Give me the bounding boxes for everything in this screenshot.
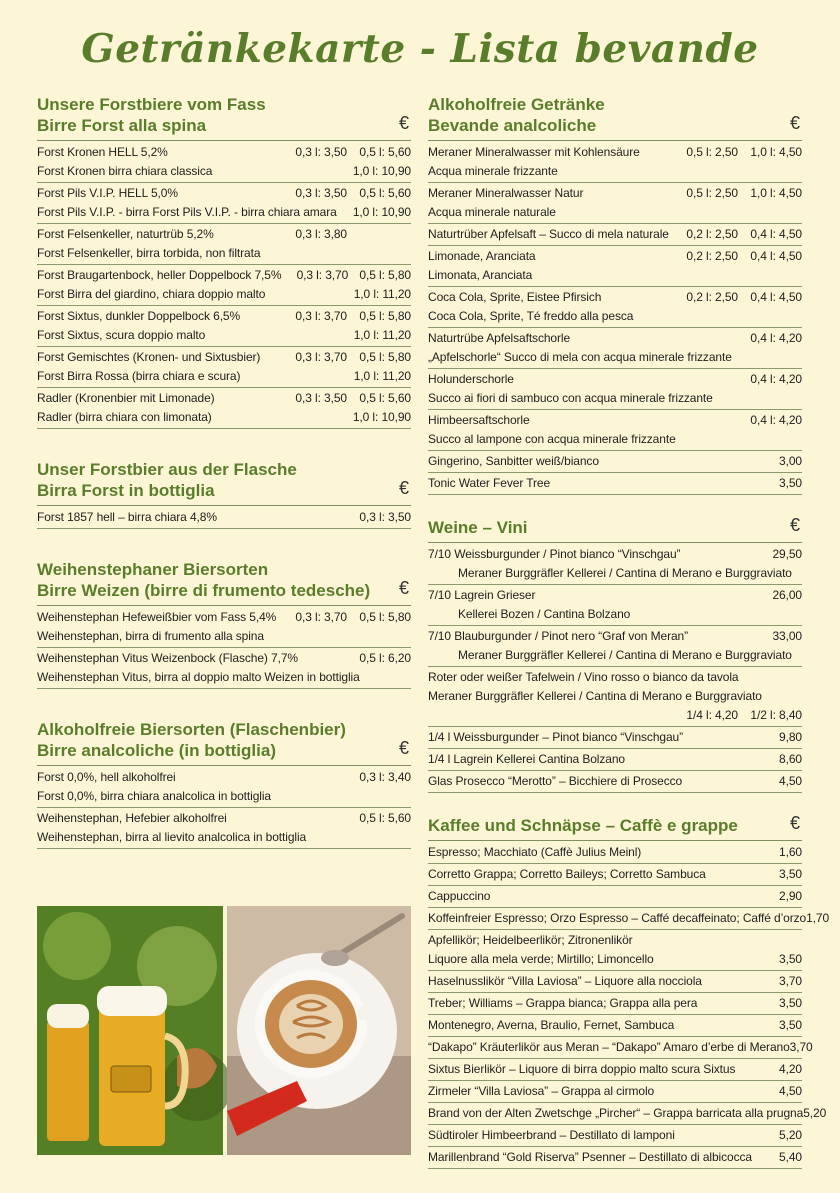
menu-item xyxy=(428,908,830,930)
section-title xyxy=(428,815,802,836)
menu-item-line xyxy=(37,408,411,427)
menu-item xyxy=(37,224,411,265)
price-small: 0,3 l: 3,70 xyxy=(295,610,347,624)
menu-item-line xyxy=(37,389,411,408)
euro-symbol: € xyxy=(789,813,800,833)
price-small: 0,3 l: 3,50 xyxy=(295,391,347,405)
menu-item xyxy=(37,388,411,429)
price-small: 0,3 l: 3,70 xyxy=(296,268,349,282)
menu-item xyxy=(428,1059,802,1081)
section-title-line: Alkoholfreie Getränke xyxy=(428,95,605,114)
menu-item-line xyxy=(37,649,411,668)
item-name: Haselnusslikör “Villa Laviosa” – Liquore alla nocciola xyxy=(428,974,702,988)
menu-item xyxy=(37,808,411,849)
section-header xyxy=(37,459,411,506)
section-title-line: Kaffee und Schnäpse – Caffè e grappe xyxy=(428,816,738,835)
price-large: 0,5 l: 5,80 xyxy=(359,350,411,364)
section-header xyxy=(37,94,411,141)
menu-item xyxy=(428,1147,802,1169)
menu-item-line xyxy=(428,564,802,583)
menu-item xyxy=(428,1081,802,1103)
menu-item-line xyxy=(37,225,411,244)
price-large: 1,0 l: 10,90 xyxy=(352,164,411,178)
item-name: Forst Sixtus, scura doppio malto xyxy=(37,328,206,342)
menu-item xyxy=(428,544,802,585)
price-small: 0,3 l: 3,70 xyxy=(295,350,347,364)
price-small: 0,2 l: 2,50 xyxy=(686,227,738,241)
menu-item-line xyxy=(37,285,411,304)
menu-item xyxy=(428,1125,802,1147)
item-name: Weihenstephan, birra al lievito analcolica in bottiglia xyxy=(37,830,307,844)
item-name: Meraner Burggräfler Kellerei / Cantina di Merano e Burggraviato xyxy=(458,648,792,662)
menu-item xyxy=(37,648,411,689)
item-name: Naturtrübe Apfelsaftschorle xyxy=(428,331,571,345)
item-name: Marillenbrand “Gold Riserva” Psenner – Destillato di albicocca xyxy=(428,1150,752,1164)
item-name: Espresso; Macchiato (Caffè Julius Meinl) xyxy=(428,845,642,859)
price-large: 0,5 l: 5,80 xyxy=(359,610,411,624)
item-name: Zirmeler “Villa Laviosa” – Grappa al cirmolo xyxy=(428,1084,655,1098)
menu-item xyxy=(37,507,411,529)
price: 3,70 xyxy=(779,974,802,988)
price: 4,50 xyxy=(779,1084,802,1098)
menu-item-line xyxy=(428,288,802,307)
menu-item xyxy=(428,246,802,287)
section-title-line: Bevande analcoliche xyxy=(428,116,597,135)
menu-item-line xyxy=(428,184,802,203)
menu-item-line xyxy=(428,389,802,408)
section-title-line: Birre Weizen (birre di frumento tedesche) xyxy=(37,581,371,600)
item-name: Radler (birra chiara con limonata) xyxy=(37,410,212,424)
price-large: 0,4 l: 4,50 xyxy=(750,227,802,241)
section-title-line: Weihenstephaner Biersorten xyxy=(37,560,269,579)
item-name: Apfellikör; Heidelbeerlikör; Zitronenlikör xyxy=(428,933,633,947)
menu-item xyxy=(428,585,802,626)
menu-section xyxy=(37,719,411,849)
menu-item-line xyxy=(428,909,830,928)
menu-item-line xyxy=(428,1038,813,1057)
item-name: Sixtus Bierlikör – Liquore di birra doppio malto scura Sixtus xyxy=(428,1062,736,1076)
price-small: 0,5 l: 2,50 xyxy=(686,186,738,200)
menu-item-line xyxy=(428,203,802,222)
item-name: Naturtrüber Apfelsaft – Succo di mela naturale xyxy=(428,227,669,241)
menu-item-line xyxy=(37,608,411,627)
menu-item xyxy=(428,626,802,667)
item-name: Corretto Grappa; Corretto Baileys; Corretto Sambuca xyxy=(428,867,706,881)
price: 9,80 xyxy=(779,730,802,744)
photo-strip xyxy=(37,906,411,1155)
menu-item-line xyxy=(428,586,802,605)
item-name: Forst Felsenkeller, naturtrüb 5,2% xyxy=(37,227,214,241)
item-name: Forst Kronen birra chiara classica xyxy=(37,164,213,178)
item-name: 7/10 Weissburgunder / Pinot bianco “Vinschgau” xyxy=(428,547,681,561)
menu-item-line xyxy=(428,843,802,862)
item-name: Cappuccino xyxy=(428,889,491,903)
item-name: Forst Birra del giardino, chiara doppio malto xyxy=(37,287,266,301)
price-large: 0,4 l: 4,50 xyxy=(750,249,802,263)
menu-item xyxy=(428,183,802,224)
item-name: Gingerino, Sanbitter weiß/bianco xyxy=(428,454,599,468)
section-header xyxy=(37,559,411,606)
section-title-line: Birra Forst in bottiglia xyxy=(37,481,215,500)
menu-item-line xyxy=(37,348,411,367)
menu-item xyxy=(37,767,411,808)
section-title-line: Unser Forstbier aus der Flasche xyxy=(37,460,297,479)
item-name: Brand von der Alten Zwetschge „Pircher“ – Grappa barricata alla prugna xyxy=(428,1106,804,1120)
price-large: 1,0 l: 11,20 xyxy=(353,287,411,301)
menu-item-line xyxy=(428,545,802,564)
cappuccino-photo xyxy=(227,906,411,1155)
section-header xyxy=(428,815,802,841)
price-large: 0,5 l: 5,80 xyxy=(359,309,411,323)
price-large: 0,4 l: 4,50 xyxy=(750,290,802,304)
menu-item-line xyxy=(37,143,411,162)
euro-symbol: € xyxy=(789,113,800,133)
price: 1,60 xyxy=(779,845,802,859)
price-large: 1/2 l: 8,40 xyxy=(750,708,802,722)
menu-item xyxy=(428,886,802,908)
section-title-line: Unsere Forstbiere vom Fass xyxy=(37,95,266,114)
menu-item-line xyxy=(428,931,802,950)
menu-item-line xyxy=(428,627,802,646)
menu-item xyxy=(428,1103,827,1125)
menu-item-line xyxy=(428,865,802,884)
menu-item xyxy=(428,971,802,993)
price: 4,50 xyxy=(779,774,802,788)
right-column xyxy=(428,94,830,1193)
item-name: 7/10 Blauburgunder / Pinot nero “Graf von Meran” xyxy=(428,629,689,643)
price-small: 0,3 l: 3,50 xyxy=(295,145,347,159)
item-name: Tonic Water Fever Tree xyxy=(428,476,551,490)
menu-item-line xyxy=(37,828,411,847)
item-name: Forst Gemischtes (Kronen- und Sixtusbier) xyxy=(37,350,261,364)
menu-item-line xyxy=(428,162,802,181)
menu-item xyxy=(428,1015,802,1037)
left-column xyxy=(37,94,411,873)
section-title-line: Alkoholfreie Biersorten (Flaschenbier) xyxy=(37,720,346,739)
item-name: Meraner Burggräfler Kellerei / Cantina di Merano e Burggraviato xyxy=(428,689,762,703)
section-title-line: Birre analcoliche (in bottiglia) xyxy=(37,741,276,760)
item-name: Acqua minerale naturale xyxy=(428,205,556,219)
price-large: 0,5 l: 5,80 xyxy=(359,268,411,282)
item-name: Treber; Williams – Grappa bianca; Grappa alla pera xyxy=(428,996,698,1010)
price-large: 0,4 l: 4,20 xyxy=(750,413,802,427)
price: 33,00 xyxy=(772,629,802,643)
item-name: Forst Felsenkeller, birra torbida, non filtrata xyxy=(37,246,261,260)
item-name: Roter oder weißer Tafelwein / Vino rosso o bianco da tavola xyxy=(428,670,739,684)
menu-item xyxy=(428,930,802,971)
menu-item xyxy=(428,410,802,451)
menu-item-line xyxy=(37,809,411,828)
menu-item-line xyxy=(428,1016,802,1035)
menu-item xyxy=(428,287,802,328)
menu-item-line xyxy=(428,706,802,725)
menu-item xyxy=(428,842,802,864)
price-large: 0,5 l: 5,60 xyxy=(359,186,411,200)
item-name: Meraner Mineralwasser Natur xyxy=(428,186,584,200)
menu-item-line xyxy=(428,370,802,389)
price-large: 0,4 l: 4,20 xyxy=(750,372,802,386)
item-name: 1/4 l Lagrein Kellerei Cantina Bolzano xyxy=(428,752,625,766)
price-large: 1,0 l: 11,20 xyxy=(353,369,411,383)
section-title xyxy=(37,559,411,601)
menu-item xyxy=(428,993,802,1015)
section-header xyxy=(428,517,802,543)
price: 5,20 xyxy=(803,1106,827,1120)
menu-section xyxy=(428,94,802,495)
section-title xyxy=(428,517,802,538)
menu-item-line xyxy=(428,605,802,624)
menu-item-line xyxy=(428,950,802,969)
item-name: Weihenstephan Vitus, birra al doppio malto Weizen in bottiglia xyxy=(37,670,360,684)
menu-item xyxy=(428,749,802,771)
beer-glasses-photo xyxy=(37,906,223,1155)
item-name: Forst Braugartenbock, heller Doppelbock 7,5% xyxy=(37,268,282,282)
section-title-line: Birre Forst alla spina xyxy=(37,116,207,135)
euro-symbol: € xyxy=(398,578,409,598)
menu-item xyxy=(428,451,802,473)
price-large: 1,0 l: 4,50 xyxy=(750,186,802,200)
section-title xyxy=(428,94,802,136)
price: 3,70 xyxy=(789,1040,813,1054)
menu-item-line xyxy=(428,329,802,348)
menu-item xyxy=(37,607,411,648)
menu-section xyxy=(428,517,802,793)
item-name: Südtiroler Himbeerbrand – Destillato di lamponi xyxy=(428,1128,675,1142)
menu-item-line xyxy=(428,307,802,326)
item-name: Radler (Kronenbier mit Limonade) xyxy=(37,391,215,405)
item-name: Forst 1857 hell – birra chiara 4,8% xyxy=(37,510,217,524)
item-name: Forst Pils V.I.P. - birra Forst Pils V.I.P. - birra chiara amara xyxy=(37,205,337,219)
item-name: Forst Pils V.I.P. HELL 5,0% xyxy=(37,186,178,200)
menu-item-line xyxy=(428,143,802,162)
price: 3,50 xyxy=(779,476,802,490)
menu-item-line xyxy=(37,203,411,222)
price-small: 0,5 l: 2,50 xyxy=(686,145,738,159)
menu-item xyxy=(428,224,802,246)
item-name: Forst 0,0%, birra chiara analcolica in bottiglia xyxy=(37,789,271,803)
menu-item-line xyxy=(428,646,802,665)
menu-item-line xyxy=(428,247,802,266)
euro-symbol: € xyxy=(398,478,409,498)
item-name: Montenegro, Averna, Braulio, Fernet, Sambuca xyxy=(428,1018,675,1032)
price-large: 1,0 l: 4,50 xyxy=(750,145,802,159)
price-large: 0,3 l: 3,40 xyxy=(359,770,411,784)
price: 5,40 xyxy=(779,1150,802,1164)
menu-item xyxy=(37,142,411,183)
menu-section xyxy=(37,459,411,529)
section-header xyxy=(428,94,802,141)
price-large: 0,5 l: 6,20 xyxy=(359,651,411,665)
page-title: Getränkekarte - Lista bevande xyxy=(81,26,759,72)
price: 3,50 xyxy=(779,996,802,1010)
menu-item-line xyxy=(428,348,802,367)
menu-section xyxy=(428,813,830,1169)
menu-item-line xyxy=(37,162,411,181)
menu-item xyxy=(428,727,802,749)
menu-item-line xyxy=(428,430,802,449)
menu-item-line xyxy=(428,887,802,906)
price-large: 0,4 l: 4,20 xyxy=(750,331,802,345)
item-name: “Dakapo” Kräuterlikör aus Meran – “Dakapo” Amaro d’erbe di Merano xyxy=(428,1040,790,1054)
menu-item-line xyxy=(428,687,802,706)
menu-section xyxy=(37,559,411,689)
menu-item-line xyxy=(428,1126,802,1145)
price-large: 1,0 l: 10,90 xyxy=(352,410,411,424)
menu-item xyxy=(428,369,802,410)
menu-item-line xyxy=(37,184,411,203)
item-name: Weihenstephan Vitus Weizenbock (Flasche) 7,7% xyxy=(37,651,298,665)
price-large: 0,5 l: 5,60 xyxy=(359,145,411,159)
price-large: 0,3 l: 3,50 xyxy=(359,510,411,524)
item-name: Weihenstephan, birra di frumento alla spina xyxy=(37,629,264,643)
item-name: Meraner Mineralwasser mit Kohlensäure xyxy=(428,145,640,159)
section-title-line: Weine – Vini xyxy=(428,518,528,537)
menu-item xyxy=(428,667,802,727)
menu-item-line xyxy=(428,1104,827,1123)
item-name: Forst Birra Rossa (birra chiara e scura) xyxy=(37,369,241,383)
item-name: Glas Prosecco “Merotto” – Bicchiere di Prosecco xyxy=(428,774,683,788)
euro-symbol: € xyxy=(398,738,409,758)
price: 29,50 xyxy=(772,547,802,561)
item-name: Forst 0,0%, hell alkoholfrei xyxy=(37,770,176,784)
menu-item-line xyxy=(37,326,411,345)
menu-item-line xyxy=(428,750,802,769)
item-name: Weihenstephan Hefeweißbier vom Fass 5,4% xyxy=(37,610,277,624)
menu-item xyxy=(428,771,802,793)
item-name: 7/10 Lagrein Grieser xyxy=(428,588,536,602)
price-small: 0,3 l: 3,80 xyxy=(295,227,347,241)
price-large: 0,5 l: 5,60 xyxy=(359,391,411,405)
price: 8,60 xyxy=(779,752,802,766)
menu-item-line xyxy=(37,768,411,787)
menu-item-line xyxy=(428,772,802,791)
price: 3,50 xyxy=(779,867,802,881)
section-title xyxy=(37,459,411,501)
price: 1,70 xyxy=(806,911,830,925)
menu-item-line xyxy=(37,266,411,285)
item-name: Liquore alla mela verde; Mirtillo; Limoncello xyxy=(428,952,654,966)
item-name: Acqua minerale frizzante xyxy=(428,164,558,178)
price: 5,20 xyxy=(779,1128,802,1142)
menu-item-line xyxy=(37,787,411,806)
item-name: Succo al lampone con acqua minerale frizzante xyxy=(428,432,676,446)
menu-item-line xyxy=(428,474,802,493)
menu-item-line xyxy=(37,668,411,687)
price: 3,50 xyxy=(779,952,802,966)
euro-symbol: € xyxy=(789,515,800,535)
price-large: 0,5 l: 5,60 xyxy=(359,811,411,825)
item-name: Limonata, Aranciata xyxy=(428,268,533,282)
menu-item xyxy=(428,142,802,183)
menu-item-line xyxy=(37,627,411,646)
price: 2,90 xyxy=(779,889,802,903)
section-title xyxy=(37,719,411,761)
menu-item-line xyxy=(428,668,802,687)
menu-item-line xyxy=(428,452,802,471)
item-name: Holunderschorle xyxy=(428,372,514,386)
price: 3,50 xyxy=(779,1018,802,1032)
menu-item xyxy=(37,347,411,388)
price-large: 1,0 l: 11,20 xyxy=(353,328,411,342)
menu-item-line xyxy=(428,1082,802,1101)
menu-item xyxy=(428,473,802,495)
menu-item xyxy=(428,328,802,369)
item-name: Coca Cola, Sprite, Eistee Pfirsich xyxy=(428,290,602,304)
menu-item-line xyxy=(428,225,802,244)
menu-section xyxy=(37,94,411,429)
price: 3,00 xyxy=(779,454,802,468)
section-header xyxy=(37,719,411,766)
item-name: Forst Kronen HELL 5,2% xyxy=(37,145,168,159)
menu-item-line xyxy=(37,307,411,326)
price-small: 1/4 l: 4,20 xyxy=(686,708,738,722)
menu-item-line xyxy=(428,411,802,430)
menu-item-line xyxy=(37,244,411,263)
price-small: 0,3 l: 3,50 xyxy=(295,186,347,200)
menu-item-line xyxy=(428,728,802,747)
item-name: 1/4 l Weissburgunder – Pinot bianco “Vinschgau” xyxy=(428,730,684,744)
menu-item xyxy=(37,306,411,347)
menu-item xyxy=(428,1037,813,1059)
menu-item-line xyxy=(428,1148,802,1167)
item-name: Limonade, Aranciata xyxy=(428,249,536,263)
menu-item xyxy=(37,183,411,224)
menu-item-line xyxy=(428,972,802,991)
menu-item-line xyxy=(428,994,802,1013)
menu-item xyxy=(428,864,802,886)
menu-item-line xyxy=(428,1060,802,1079)
item-name: Succo ai fiori di sambuco con acqua minerale frizzante xyxy=(428,391,713,405)
menu-item-line xyxy=(37,508,411,527)
euro-symbol: € xyxy=(398,113,409,133)
price-small: 0,3 l: 3,70 xyxy=(295,309,347,323)
price: 4,20 xyxy=(779,1062,802,1076)
price-small: 0,2 l: 2,50 xyxy=(686,249,738,263)
item-name: „Apfelschorle“ Succo di mela con acqua minerale frizzante xyxy=(428,350,732,364)
price-small: 0,2 l: 2,50 xyxy=(686,290,738,304)
item-name: Weihenstephan, Hefebier alkoholfrei xyxy=(37,811,227,825)
menu-item-line xyxy=(428,266,802,285)
item-name: Forst Sixtus, dunkler Doppelbock 6,5% xyxy=(37,309,241,323)
item-name: Himbeersaftschorle xyxy=(428,413,530,427)
menu-item xyxy=(37,265,411,306)
price-large: 1,0 l: 10,90 xyxy=(352,205,411,219)
item-name: Kellerei Bozen / Cantina Bolzano xyxy=(458,607,631,621)
item-name: Koffeinfreier Espresso; Orzo Espresso – Caffé decaffeinato; Caffé d’orzo xyxy=(428,911,807,925)
menu-item-line xyxy=(37,367,411,386)
section-title xyxy=(37,94,411,136)
price: 26,00 xyxy=(772,588,802,602)
item-name: Meraner Burggräfler Kellerei / Cantina di Merano e Burggraviato xyxy=(458,566,792,580)
item-name: Coca Cola, Sprite, Té freddo alla pesca xyxy=(428,309,634,323)
